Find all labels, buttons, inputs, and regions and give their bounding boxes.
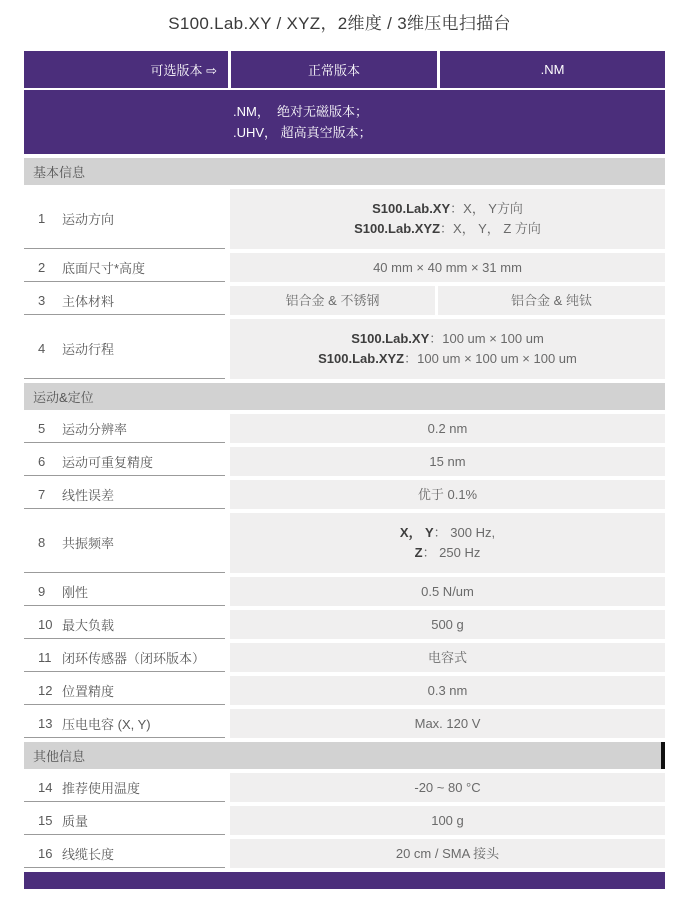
row-label-cell (24, 806, 225, 835)
table-row (24, 253, 665, 282)
table-row (24, 839, 665, 868)
row-number: 13 (38, 715, 53, 731)
value-text: 500 g (431, 616, 464, 632)
row-label: 运动行程 (62, 342, 115, 357)
row-values (230, 643, 665, 672)
spec-value-cell (230, 709, 665, 738)
row-number: 9 (38, 583, 46, 599)
spec-value-cell (230, 480, 665, 509)
table-row (24, 480, 665, 509)
row-values (230, 480, 665, 509)
value-text: 15 nm (429, 453, 466, 469)
value-bold-segment: Z (414, 545, 423, 560)
row-number: 14 (38, 779, 53, 795)
value-text: Z： 250 Hz (414, 545, 481, 560)
row-values (230, 709, 665, 738)
spec-value-cell (230, 773, 665, 802)
row-number: 15 (38, 812, 53, 828)
row-number: 11 (38, 649, 52, 665)
row-values (230, 806, 665, 835)
value-text: 0.3 nm (427, 682, 468, 698)
row-label: 线性误差 (62, 487, 115, 503)
value-bold-segment: S100.Lab.XY (372, 201, 451, 216)
value-text: X， Y： 300 Hz, (399, 525, 496, 540)
value-bold-segment: S100.Lab.XYZ (354, 221, 441, 236)
spec-value-cell (230, 839, 665, 868)
row-number: 4 (38, 341, 46, 356)
value-text: S100.Lab.XY：X， Y方向 (372, 201, 523, 216)
value-text: S100.Lab.XYZ：100 um × 100 um × 100 um (318, 351, 577, 366)
row-label-cell (24, 253, 225, 282)
section-header: 运动&定位 (24, 383, 665, 410)
value-text: S100.Lab.XYZ：X， Y， Z 方向 (354, 221, 541, 236)
row-values (230, 447, 665, 476)
row-label: 运动可重复精度 (62, 454, 154, 470)
footer-bar (24, 872, 665, 889)
row-label-cell (24, 773, 225, 802)
table-row (24, 709, 665, 738)
table-row (24, 513, 665, 573)
version-header-row (24, 51, 665, 88)
spec-value-cell (230, 643, 665, 672)
column-nm-version: .NM (440, 51, 665, 88)
row-label-cell (24, 189, 225, 249)
spec-value-cell (230, 189, 665, 249)
row-number: 10 (38, 616, 53, 632)
section-header: 基本信息 (24, 158, 665, 185)
column-normal-version: 正常版本 (231, 51, 437, 88)
row-label-cell (24, 577, 225, 606)
row-label: 运动分辨率 (62, 421, 128, 437)
spec-value-cell (230, 806, 665, 835)
row-label: 最大负载 (62, 617, 115, 633)
row-values (230, 773, 665, 802)
row-number: 7 (38, 486, 46, 502)
table-row (24, 610, 665, 639)
row-number: 3 (38, 292, 46, 308)
row-values (230, 319, 665, 379)
value-text: 优于 0.1% (417, 486, 478, 502)
row-values (230, 676, 665, 705)
row-label-cell (24, 513, 225, 573)
value-text: 100 g (431, 812, 464, 828)
row-number: 5 (38, 420, 46, 436)
value-text: Max. 120 V (414, 715, 481, 731)
spec-value-cell (438, 286, 665, 315)
value-bold-segment: S100.Lab.XYZ (318, 351, 405, 366)
value-text: 20 cm / SMA 接头 (395, 845, 500, 861)
row-label-cell (24, 610, 225, 639)
value-text: 铝合金 & 不锈钢 (285, 292, 380, 308)
row-values (230, 253, 665, 282)
section-header: 其他信息 (24, 742, 665, 769)
table-row (24, 773, 665, 802)
row-label: 闭环传感器（闭环版本） (62, 650, 206, 666)
row-label: 线缆长度 (62, 846, 115, 862)
spec-sections (24, 158, 665, 868)
table-row (24, 414, 665, 443)
value-text: S100.Lab.XY：100 um × 100 um (351, 331, 544, 346)
row-values (230, 414, 665, 443)
row-label: 主体材料 (62, 293, 115, 309)
spec-value-cell (230, 447, 665, 476)
row-number: 2 (38, 259, 46, 275)
spec-value-cell (230, 577, 665, 606)
note-nm: .NM， 绝对无磁版本； (233, 104, 369, 119)
table-row (24, 676, 665, 705)
spec-value-cell (230, 676, 665, 705)
row-label: 位置精度 (62, 683, 115, 699)
row-label: 底面尺寸*高度 (62, 260, 146, 276)
row-values (230, 577, 665, 606)
row-values (230, 286, 665, 315)
value-text: 40 mm × 40 mm × 31 mm (373, 259, 522, 275)
note-uhv: .UHV， 超高真空版本； (233, 125, 372, 140)
row-label-cell (24, 676, 225, 705)
row-label-cell (24, 643, 225, 672)
table-row (24, 189, 665, 249)
row-number: 8 (38, 535, 46, 550)
row-label: 推荐使用温度 (62, 780, 141, 796)
row-label: 共振频率 (62, 536, 115, 551)
spec-value-cell (230, 610, 665, 639)
row-label-cell (24, 839, 225, 868)
row-label-cell (24, 480, 225, 509)
value-text: 铝合金 & 纯钛 (511, 292, 592, 308)
page-title: S100.Lab.XY / XYZ，2维度 / 3维压电扫描台 (168, 14, 511, 33)
spec-value-cell (230, 414, 665, 443)
row-label: 运动方向 (62, 212, 115, 227)
scrollbar-marker (661, 742, 665, 769)
table-row (24, 806, 665, 835)
row-values (230, 189, 665, 249)
value-text: 0.2 nm (427, 420, 468, 436)
value-bold-segment: X， Y (399, 525, 434, 540)
row-number: 16 (38, 845, 53, 861)
spec-value-cell (230, 253, 665, 282)
row-label-cell (24, 319, 225, 379)
version-notes-band (24, 90, 665, 154)
spec-value-cell (230, 286, 435, 315)
row-values (230, 839, 665, 868)
row-label: 刚性 (62, 584, 89, 600)
value-bold-segment: S100.Lab.XY (351, 331, 430, 346)
row-label: 压电电容 (X, Y) (62, 716, 151, 732)
row-label-cell (24, 414, 225, 443)
row-label: 质量 (62, 813, 89, 829)
spec-value-cell (230, 513, 665, 573)
table-row (24, 447, 665, 476)
table-row (24, 319, 665, 379)
row-label-cell (24, 447, 225, 476)
table-row (24, 286, 665, 315)
optional-version-label: 可选版本 ⇨ (24, 51, 228, 88)
spec-value-cell (230, 319, 665, 379)
row-label-cell (24, 286, 225, 315)
table-row (24, 643, 665, 672)
row-label-cell (24, 709, 225, 738)
value-text: -20 ~ 80 °C (414, 779, 481, 795)
value-text: 电容式 (427, 649, 467, 665)
table-row (24, 577, 665, 606)
row-number: 6 (38, 453, 46, 469)
row-number: 1 (38, 211, 46, 226)
row-values (230, 513, 665, 573)
value-text: 0.5 N/um (421, 583, 474, 599)
spec-table (24, 51, 665, 889)
row-number: 12 (38, 682, 53, 698)
row-values (230, 610, 665, 639)
